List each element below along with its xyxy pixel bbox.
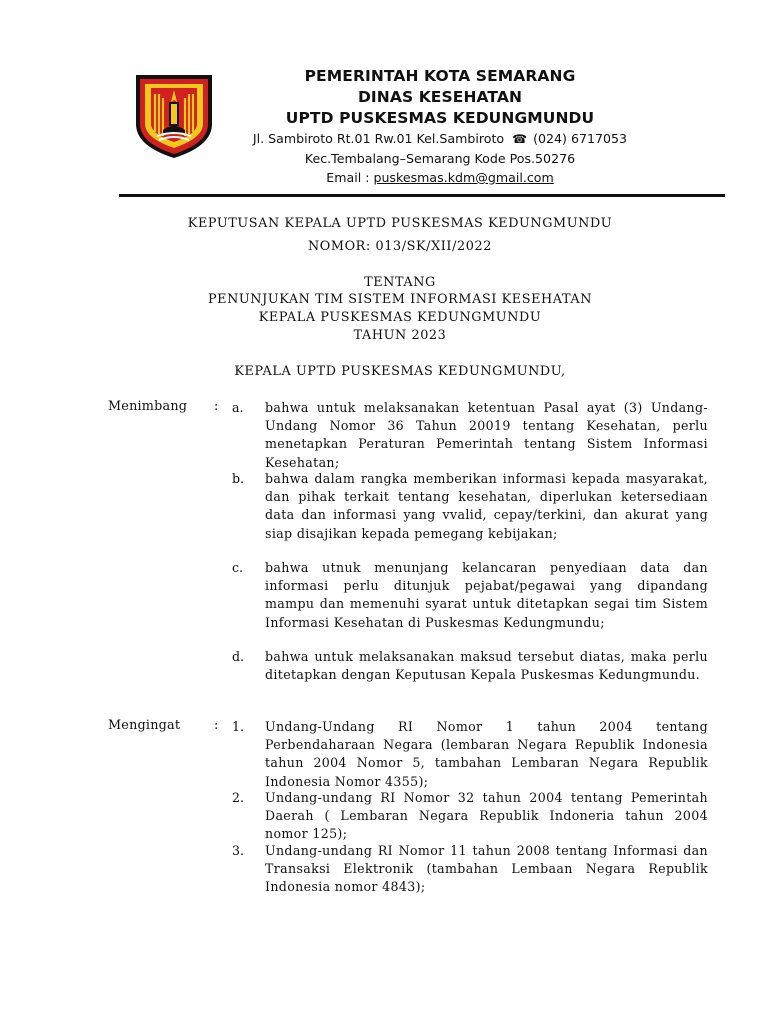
email-link[interactable]: puskesmas.kdm@gmail.com [373, 170, 554, 185]
item-text: bahwa utnuk menunjang kelancaran penyediaan data dan informasi perlu ditunjuk pejabat/pegawai yang dipandang mampu dan memenuhi syarat untuk ditetapkan segai tim Sistem Informasi Kesehatan di Puskesmas Kedungmundu; [265, 560, 708, 630]
item-text: bahwa dalam rangka memberikan informasi kepada masyarakat, dan pihak terkait tentang kesehatan, diperlukan ketersediaan data dan informasi yang vvalid, cepay/terkini, dan akurat yang siap disajikan kepada pemegang kebijakan; [265, 471, 708, 541]
decree-subject-line2: KEPALA PUSKESMAS KEDUNGMUNDU [258, 310, 542, 325]
menimbang-colon: : [214, 399, 219, 414]
decree-number: NOMOR: 013/SK/XII/2022 [308, 239, 492, 254]
item-marker: c. [232, 560, 244, 575]
decree-title: KEPUTUSAN KEPALA UPTD PUSKESMAS KEDUNGMUNDU [187, 216, 613, 231]
decree-issuer: KEPALA UPTD PUSKESMAS KEDUNGMUNDU, [234, 364, 566, 379]
mengingat-item [232, 842, 708, 897]
department-name: DINAS KESEHATAN [357, 88, 523, 106]
item-marker: 2. [232, 790, 245, 805]
item-marker: 1. [232, 719, 245, 734]
item-marker: d. [232, 649, 245, 664]
district-line: Kec.Tembalang–Semarang Kode Pos.50276 [304, 151, 576, 166]
item-marker: a. [232, 400, 244, 415]
email-label: Email : [326, 170, 370, 185]
decree-subject: PENUNJUKAN TIM SISTEM INFORMASI KESEHATAN [207, 292, 593, 307]
email-line [220, 168, 660, 187]
menimbang-item [232, 559, 708, 632]
menimbang-label: Menimbang [108, 399, 188, 414]
phone-number: (024) 6717053 [533, 131, 628, 146]
menimbang-item [232, 470, 708, 543]
address-line [220, 129, 660, 149]
semarang-coat-of-arms-logo [133, 72, 215, 160]
menimbang-item [232, 648, 708, 684]
item-text: Undang-undang RI Nomor 11 tahun 2008 tentang Informasi dan Transaksi Elektronik (tambahan Lembaan Negara Republik Indonesia nomor 4843); [265, 843, 708, 895]
item-text: Undang-undang RI Nomor 32 tahun 2004 tentang Pemerintah Daerah ( Lembaran Negara Republik Indoneria tahun 2004 nomor 125); [265, 790, 708, 842]
government-name: PEMERINTAH KOTA SEMARANG [304, 67, 576, 85]
item-marker: b. [232, 471, 245, 486]
telephone-icon: ☎ [512, 132, 528, 146]
item-marker: 3. [232, 843, 245, 858]
street-address: Jl. Sambiroto Rt.01 Rw.01 Kel.Sambiroto [252, 131, 505, 146]
mengingat-label: Mengingat [108, 718, 181, 733]
letterhead [220, 66, 660, 187]
unit-name: UPTD PUSKESMAS KEDUNGMUNDU [285, 109, 595, 127]
decree-year: TAHUN 2023 [353, 328, 447, 343]
item-text: bahwa untuk melaksanakan ketentuan Pasal ayat (3) Undang-Undang Nomor 36 Tahun 20019 tentang Kesehatan, perlu menetapkan Peraturan Pemerintah tentang Sistem Informasi Kesehatan; [265, 400, 708, 470]
menimbang-item [232, 399, 708, 472]
item-text: Undang-Undang RI Nomor 1 tahun 2004 tentang Perbendaharaan Negara (lembaran Negara Republik Indonesia tahun 2004 Nomor 5, tambahan Lembaran Negara Republik Indonesia Nomor 4355); [265, 719, 708, 789]
letterhead-divider [119, 194, 725, 197]
decree-about-label: TENTANG [364, 275, 436, 290]
mengingat-colon: : [214, 718, 219, 733]
mengingat-item [232, 718, 708, 791]
item-text: bahwa untuk melaksanakan maksud tersebut diatas, maka perlu ditetapkan dengan Keputusan Kepala Puskesmas Kedungmundu. [265, 649, 708, 683]
mengingat-item [232, 789, 708, 844]
